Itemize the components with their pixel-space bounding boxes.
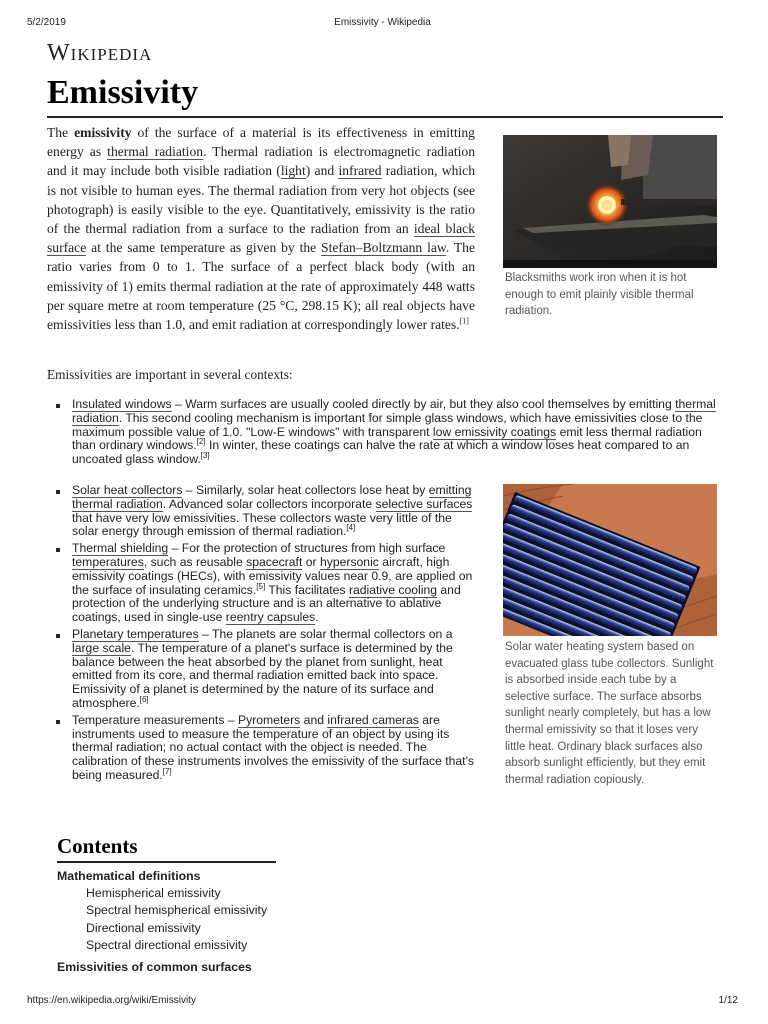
toc-item-mathematical-definitions[interactable]: Mathematical definitions bbox=[57, 869, 201, 883]
contents-title: Contents bbox=[57, 834, 138, 858]
link-thermal-shielding[interactable]: Thermal shielding bbox=[72, 541, 169, 556]
ref-4[interactable]: [4] bbox=[346, 523, 356, 533]
link-pyrometers[interactable]: Pyrometers bbox=[237, 712, 301, 727]
link-light[interactable]: light bbox=[280, 163, 306, 179]
link-hypersonic[interactable]: hypersonic bbox=[319, 554, 379, 569]
contexts-intro: Emissivities are important in several contexts: bbox=[47, 367, 293, 382]
link-thermal-radiation-2[interactable]: thermal radiation bbox=[72, 397, 716, 425]
blacksmith-photo[interactable] bbox=[503, 135, 717, 268]
page-title: Emissivity bbox=[47, 74, 199, 111]
print-url: https://en.wikipedia.org/wiki/Emissivity bbox=[27, 995, 196, 1006]
print-date: 5/2/2019 bbox=[27, 17, 66, 28]
figure2-caption: Solar water heating system based on evacuated glass tube collectors. Sunlight is absorbed inside each tube by a selective surface. The surface absorbs sunlight nearly completely, but has a low thermal emissivity so that it loses very little heat. Ordinary black surfaces also absorb sunlight efficiently, but they emit thermal radiation copiously. bbox=[505, 641, 714, 786]
link-solar-heat-collectors[interactable]: Solar heat collectors bbox=[72, 483, 183, 497]
solar-collector-drawing bbox=[503, 484, 717, 636]
figure1-caption: Blacksmiths work iron when it is hot enough to emit plainly visible thermal radiation. bbox=[505, 272, 694, 317]
link-ideal-black-surface[interactable]: ideal black surface bbox=[47, 221, 475, 256]
list-item-insulated-windows: Insulated windows – Warm surfaces are usually cooled directly by air, but they also cool themselves by emitting thermal radiation. This second cooling mechanism is important for simple glass windows, which have emissivities close to the maximum possible value of 1.0. "Low-E windows" with transparent low emissivity coatings emit less thermal radiation than ordinary windows.[2] In winter, these coatings can halve the rate at which a window loses heat compared to an uncoated glass window.[3] bbox=[48, 398, 716, 467]
link-reentry-capsules[interactable]: reentry capsules bbox=[225, 610, 316, 625]
ref-1[interactable]: [1] bbox=[459, 316, 469, 326]
contexts-list-bottom bbox=[48, 484, 478, 786]
ref-7[interactable]: [7] bbox=[162, 766, 172, 776]
ref-3[interactable]: [3] bbox=[200, 451, 210, 461]
wikipedia-logo[interactable]: Wikipedia bbox=[47, 40, 153, 66]
toc-item-emissivities-common-surfaces[interactable]: Emissivities of common surfaces bbox=[57, 960, 252, 975]
toc-item-spectral-hemispherical-emissivity[interactable]: Spectral hemispherical emissivity bbox=[86, 903, 268, 918]
link-insulated-windows[interactable]: Insulated windows bbox=[72, 397, 172, 411]
link-infrared-cameras[interactable]: infrared cameras bbox=[327, 712, 419, 727]
toc-item-directional-emissivity[interactable]: Directional emissivity bbox=[86, 920, 201, 935]
print-page-title: Emissivity - Wikipedia bbox=[334, 17, 431, 28]
intro-paragraph: The emissivity of the surface of a material is its effectiveness in emitting energy as thermal radiation. Thermal radiation is electromagnetic radiation and it may include both visible radiation (light) and infrared radiation, which is not visible to human eyes. The thermal radiation from very hot objects (see photograph) is easily visible to the eye. Quantitatively, emissivity is the ratio of the thermal radiation from a surface to the radiation from an ideal black surface at the same temperature as given by the Stefan–Boltzmann law. The ratio varies from 0 to 1. The surface of a perfect black body (with an emissivity of 1) emits thermal radiation at the rate of approximately 448 watts per square metre at room temperature (25 °C, 298.15 K); all real objects have emissivities less than 1.0, and emit radiation at correspondingly lower rates.[1] bbox=[47, 125, 476, 333]
link-low-emissivity-coatings[interactable]: low emissivity coatings bbox=[432, 424, 557, 439]
contents-divider bbox=[57, 861, 276, 863]
title-divider bbox=[47, 116, 723, 118]
link-large-scale[interactable]: large scale bbox=[72, 640, 131, 655]
link-stefan-boltzmann-law[interactable]: Stefan–Boltzmann law bbox=[321, 240, 446, 256]
blacksmith-photo-drawing bbox=[503, 135, 717, 268]
link-thermal-radiation[interactable]: thermal radiation bbox=[107, 144, 204, 160]
list-item-solar-heat-collectors: Solar heat collectors – Similarly, solar heat collectors lose heat by emitting thermal radiation. Advanced solar collectors incorporate selective surfaces that have very low emissivities. These collectors waste very little of the solar energy through emission of thermal radiation.[4] bbox=[48, 484, 478, 539]
link-emitting-thermal-radiation[interactable]: emitting thermal radiation bbox=[72, 483, 472, 511]
list-item-planetary-temperatures: Planetary temperatures – The planets are solar thermal collectors on a large scale. The temperature of a planet's surface is determined by the balance between the heat absorbed by the planet from sunlight, heat emitted from its core, and thermal radiation emitted back into space. Emissivity of a planet is determined by the nature of its surface and atmosphere.[6] bbox=[48, 628, 478, 711]
bold-term: emissivity bbox=[74, 125, 132, 140]
link-temperatures[interactable]: temperatures bbox=[72, 554, 144, 569]
toc-item-spectral-directional-emissivity[interactable]: Spectral directional emissivity bbox=[86, 937, 248, 952]
ref-5[interactable]: [5] bbox=[256, 581, 266, 591]
solar-collector-photo[interactable] bbox=[503, 484, 717, 636]
link-selective-surfaces[interactable]: selective surfaces bbox=[375, 496, 473, 511]
link-radiative-cooling[interactable]: radiative cooling bbox=[348, 582, 438, 597]
toc-item-hemispherical-emissivity[interactable]: Hemispherical emissivity bbox=[86, 886, 221, 901]
contexts-list-top bbox=[48, 398, 716, 467]
list-item-thermal-shielding: Thermal shielding – For the protection of structures from high surface temperatures, such as reusable spacecraft or hypersonic aircraft, high emissivity coatings (HECs), with emissivity values near 0.9, are applied on the surface of insulating ceramics.[5] This facilitates radiative cooling and protection of the underlying structure and is an alternative to ablative coatings, used in single-use reentry capsules. bbox=[48, 542, 478, 625]
print-page-number: 1/12 bbox=[718, 995, 738, 1006]
link-planetary-temperatures[interactable]: Planetary temperatures bbox=[72, 626, 199, 641]
ref-6[interactable]: [6] bbox=[139, 694, 149, 704]
link-infrared[interactable]: infrared bbox=[338, 163, 382, 179]
ref-2[interactable]: [2] bbox=[196, 437, 206, 447]
list-item-temperature-measurements: Temperature measurements – Pyrometers and infrared cameras are instruments used to measure the temperature of an object by using its thermal radiation; no actual contact with the object is needed. The calibration of these instruments involves the emissivity of the surface that's being measured.[7] bbox=[48, 714, 478, 783]
table-of-contents bbox=[57, 868, 457, 976]
link-spacecraft[interactable]: spacecraft bbox=[246, 554, 303, 569]
